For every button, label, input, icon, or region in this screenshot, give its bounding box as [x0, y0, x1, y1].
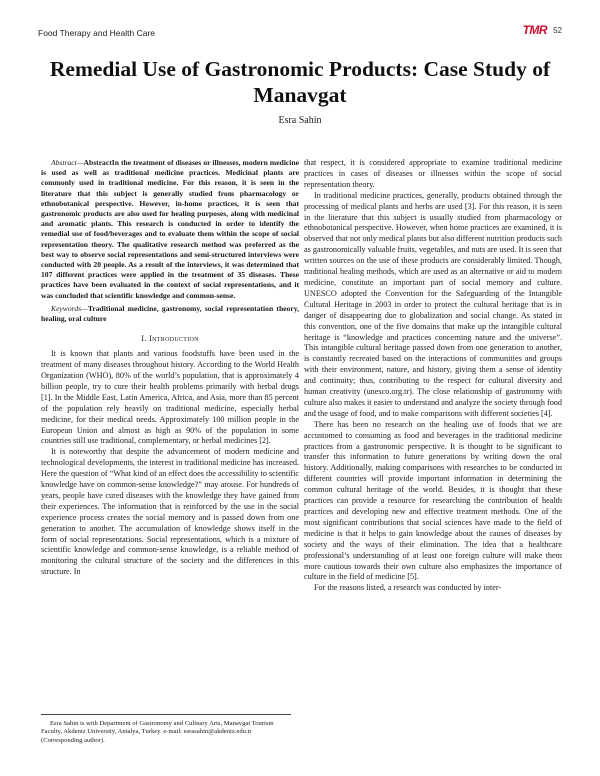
- abstract-lead: Abstract—: [51, 158, 84, 167]
- keywords-lead: Keywords—: [51, 303, 88, 313]
- right-column: [304, 158, 562, 594]
- body-paragraph: There has been no research on the healing use of foods that we are accustomed to consuming as food and beverages in the traditional medicine practices from a gastronomic perspective. It is thought to be significant to transfer this information to future generations by writing down the oral history. Additionally, making comparisons with researches to be conducted in different countries will provide important information in determining the common cultural heritage of the world. Besides, it is thought that these practices can provide a resource for researching the contribution of health practices and developing new and effective treatment methods. One of the most significant contributions that social sciences have made to the field of medicine is that it helps to gain knowledge about the causes of diseases by society and the ways of their elimination. The idea that a healthcare professional’s understanding of at least one foreign culture will make them more cautious towards their own culture also emphasizes the importance of culture in the field of medicine [5].: [304, 419, 562, 582]
- section-numeral: I.: [141, 334, 147, 344]
- journal-logo: TMR: [522, 23, 548, 37]
- body-paragraph: For the reasons listed, a research was conducted by inter-: [314, 583, 502, 593]
- section-heading: [41, 334, 299, 345]
- page-header-right: [523, 23, 562, 37]
- paper-title: Remedial Use of Gastronomic Products: Case Study of Manavgat: [49, 57, 551, 107]
- author-name: Esra Sahin: [278, 115, 322, 126]
- body-paragraph: that respect, it is considered appropriate to examine traditional medicine practices in cases of diseases or illnesses within the scope of social representation theory.: [304, 158, 562, 189]
- page-number: 52: [553, 25, 562, 35]
- body-paragraph: In traditional medicine practices, generally, products obtained through the processing of medical plants and herbs are used [3]. For this reason, it is seen in the literature that this subject is usually studied from pharmacology or ethnobotanical perspective. However, when home practices are examined, it is observed that not only medical plants but also different nutrition products such as gastronomically valuable fruits, vegetables, and nuts are used. It is seen that written sources on the use of these products are considerably limited. Though, traditional healing methods, which are used as an alternative or aid to modern medicine, constitute an important part of social memory and culture. UNESCO adopted the Convention for the Safeguarding of the Intangible Cultural Heritage in 2003 in order to protect the cultural heritage that is in danger of disappearing due to globalization and social change. As stated in this convention, one of the five domains that make up the intangible cultural heritage is “knowledge and practices concerning nature and the universe”. This intangible cultural heritage passed down from one generation to another, is constantly recreated based on the interactions of communities and groups with their environment, nature, and history, giving them a sense of identity and continuity; thus, contributing to the respect for cultural diversity and human creativity (unesco.org.tr). The close relationship of gastronomy with culture also makes it easier to understand and analyze the society through food and the usage of food, and to make comparisons with different societies [4].: [304, 190, 562, 418]
- abstract: [41, 158, 299, 301]
- body-paragraph: It is known that plants and various foodstuffs have been used in the treatment of many diseases throughout history. According to the World Health Organization (WHO), 80% of the world’s population, that is approximately 4 billion people, try to cure their health problems primarily with herbal drugs [1]. In the Middle East, Latin America, Africa, and Asia, more than 85 percent of the population rely heavily on traditional medicine, especially herbal medicine, for their medical needs. Approximately 100 million people in the European Union and almost as high as 90% of the population in some countries still use traditional, complementary, or herbal medicines [2].: [41, 349, 299, 446]
- section-title: Introduction: [149, 334, 199, 344]
- abstract-body: AbstractIn the treatment of diseases or illnesses, modern medicine is used as well as traditional medicine practices. Medicinal plants are commonly used in traditional medicine. For this reason, it is seen in the literature that this subject is generally studied from pharmacology or ethnobotanical perspective. However, in-home practices, it is seen that gastronomic products are also used for healing purposes, along with medicinal and aromatic plants. This research is conducted in order to identify the remedial use of food/beverages and to evaluate them within the scope of social representation theory. The qualitative research method was preferred as the best way to observe social representations and semi-structured interviews were conducted with 20 people. As a result of the interviews, it was determined that 107 different practices were applied in the treatment of 35 diseases. These practices have been evaluated in the context of social representations, and it was concluded that scientific knowledge and common-sense.: [41, 158, 299, 300]
- left-column: [41, 158, 299, 578]
- journal-name: Food Therapy and Health Care: [38, 28, 156, 38]
- author-footnote: Esra Sahin is with Department of Gastronomy and Culinary Arts, Manavgat Tourism Faculty, Akdeniz University, Antalya, Turkey. e-mail: esrasahin@akdeniz.edu.tr (Corresponding author).: [41, 714, 291, 745]
- body-paragraph: It is noteworthy that despite the advancement of modern medicine and technological developments, the interest in traditional medicine has increased. Here the question of “What kind of an effect does the accessibility to scientific knowledge have on common-sense knowledge?” may arouse. For hundreds of years, people have cured diseases with the knowledge they have gained from their experiences. The information that is reinforced by the use in the social experience process creates the social memory and is passed down from one generation to another. The accumulation of knowledge shows itself in the form of social representations. Social representations, which is a mixture of scientific knowledge and common-sense knowledge, is a reliable method of monitoring the cultural structure of the society and the differences in this structure. In: [41, 447, 299, 577]
- keywords-body: Traditional medicine, gastronomy, social representation theory, healing, oral culture: [41, 303, 299, 324]
- keywords: [41, 304, 299, 324]
